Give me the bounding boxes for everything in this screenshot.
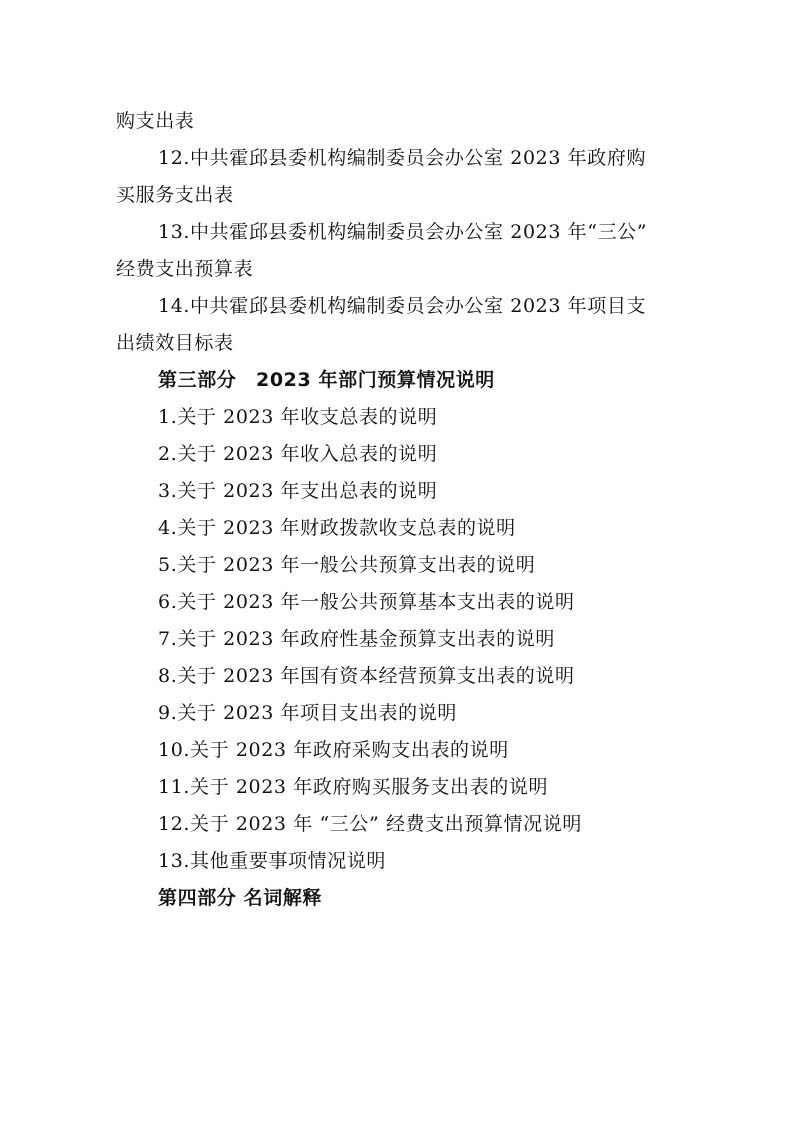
section-heading-part3: 第三部分 2023 年部门预算情况说明 [158, 369, 495, 391]
list-item: 3.关于 2023 年支出总表的说明 [158, 480, 438, 502]
list-item: 5.关于 2023 年一般公共预算支出表的说明 [158, 554, 536, 576]
list-item-12-line2: 买服务支出表 [116, 184, 234, 206]
list-item: 4.关于 2023 年财政拨款收支总表的说明 [158, 517, 516, 539]
list-item: 7.关于 2023 年政府性基金预算支出表的说明 [158, 628, 555, 650]
list-item-14-line2: 出绩效目标表 [116, 332, 234, 354]
list-item-13-line2: 经费支出预算表 [116, 258, 254, 280]
list-item-13-line1: 13.中共霍邱县委机构编制委员会办公室 2023 年“三公” [158, 221, 648, 243]
list-item: 11.关于 2023 年政府购买服务支出表的说明 [158, 776, 549, 798]
list-item-12-line1: 12.中共霍邱县委机构编制委员会办公室 2023 年政府购 [158, 147, 647, 169]
continued-line: 购支出表 [116, 110, 195, 132]
list-item: 13.其他重要事项情况说明 [158, 850, 387, 872]
list-item: 9.关于 2023 年项目支出表的说明 [158, 702, 457, 724]
list-item: 10.关于 2023 年政府采购支出表的说明 [158, 739, 509, 761]
list-item: 8.关于 2023 年国有资本经营预算支出表的说明 [158, 665, 575, 687]
list-item: 12.关于 2023 年 “三公” 经费支出预算情况说明 [158, 813, 582, 835]
section-heading-part4: 第四部分 名词解释 [158, 887, 323, 909]
list-item: 1.关于 2023 年收支总表的说明 [158, 406, 438, 428]
list-item: 2.关于 2023 年收入总表的说明 [158, 443, 438, 465]
list-item: 6.关于 2023 年一般公共预算基本支出表的说明 [158, 591, 575, 613]
list-item-14-line1: 14.中共霍邱县委机构编制委员会办公室 2023 年项目支 [158, 295, 647, 317]
